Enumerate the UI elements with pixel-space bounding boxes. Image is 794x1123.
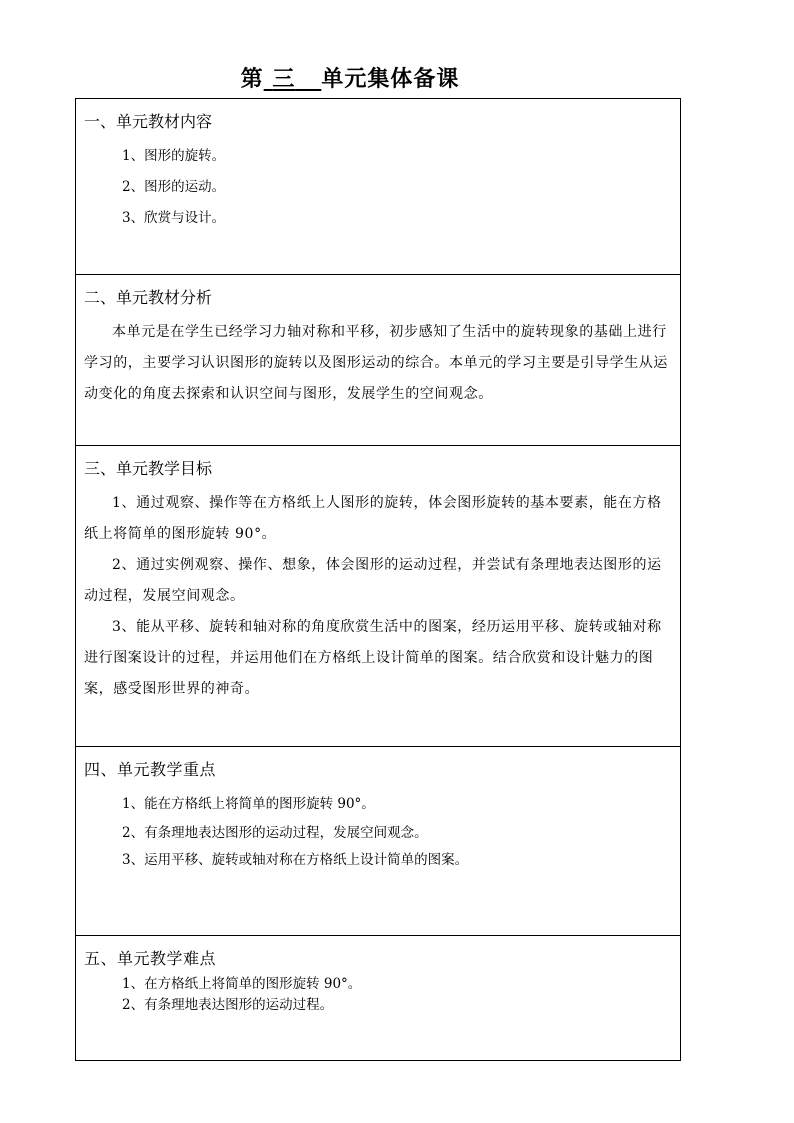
title-prefix: 第 — [240, 66, 264, 92]
list-item: 2、图形的运动。 — [122, 179, 226, 195]
goal-paragraph: 1、通过观察、操作等在方格纸上人图形的旋转，体会图形旋转的基本要素，能在方格纸上将简单的图形旋转 90°。 — [84, 495, 662, 542]
list-item: 3、欣赏与设计。 — [122, 210, 226, 226]
list-item: 1、图形的旋转。 — [122, 148, 226, 164]
section-difficult-points — [76, 936, 680, 1060]
goal-paragraph: 3、能从平移、旋转和轴对称的角度欣赏生活中的图案，经历运用平移、旋转或轴对称进行图案设计的过程，并运用他们在方格纸上设计简单的图案。结合欣赏和设计魅力的图案，感受图形世界的神奇。 — [84, 619, 662, 697]
title-suffix: 单元集体备课 — [321, 66, 460, 92]
list-item: 1、在方格纸上将简单的图形旋转 90°。 — [122, 976, 362, 992]
goal-paragraph: 2、通过实例观察、操作、想象，体会图形的运动过程，并尝试有条理地表达图形的运动过程，发展空间观念。 — [84, 557, 662, 604]
lesson-plan-table — [75, 98, 681, 1061]
list-item: 1、能在方格纸上将简单的图形旋转 90°。 — [122, 796, 375, 812]
section-title: 二、单元教材分析 — [84, 288, 213, 307]
paragraph: 本单元是在学生已经学习力轴对称和平移，初步感知了生活中的旋转现象的基础上进行学习的，主要学习认识图形的旋转以及图形运动的综合。本单元的学习主要是引导学生从运动变化的角度去探索和认识空间与图形，发展学生的空间观念。 — [84, 324, 668, 402]
section-title: 三、单元教学目标 — [84, 459, 213, 478]
section-teaching-goals — [76, 446, 680, 747]
list-item: 3、运用平移、旋转或轴对称在方格纸上设计简单的图案。 — [122, 852, 469, 868]
section-title: 五、单元教学难点 — [84, 949, 217, 968]
section-material-analysis — [76, 275, 680, 446]
list-item: 2、有条理地表达图形的运动过程，发展空间观念。 — [122, 825, 428, 841]
section-teaching-content — [76, 99, 680, 275]
section-key-points — [76, 747, 680, 936]
title-unit-number: 三 — [272, 66, 296, 92]
section-title: 四、单元教学重点 — [84, 760, 217, 779]
page-title — [0, 62, 700, 93]
list-item: 2、有条理地表达图形的运动过程。 — [122, 997, 334, 1013]
section-title: 一、单元教材内容 — [84, 112, 213, 131]
